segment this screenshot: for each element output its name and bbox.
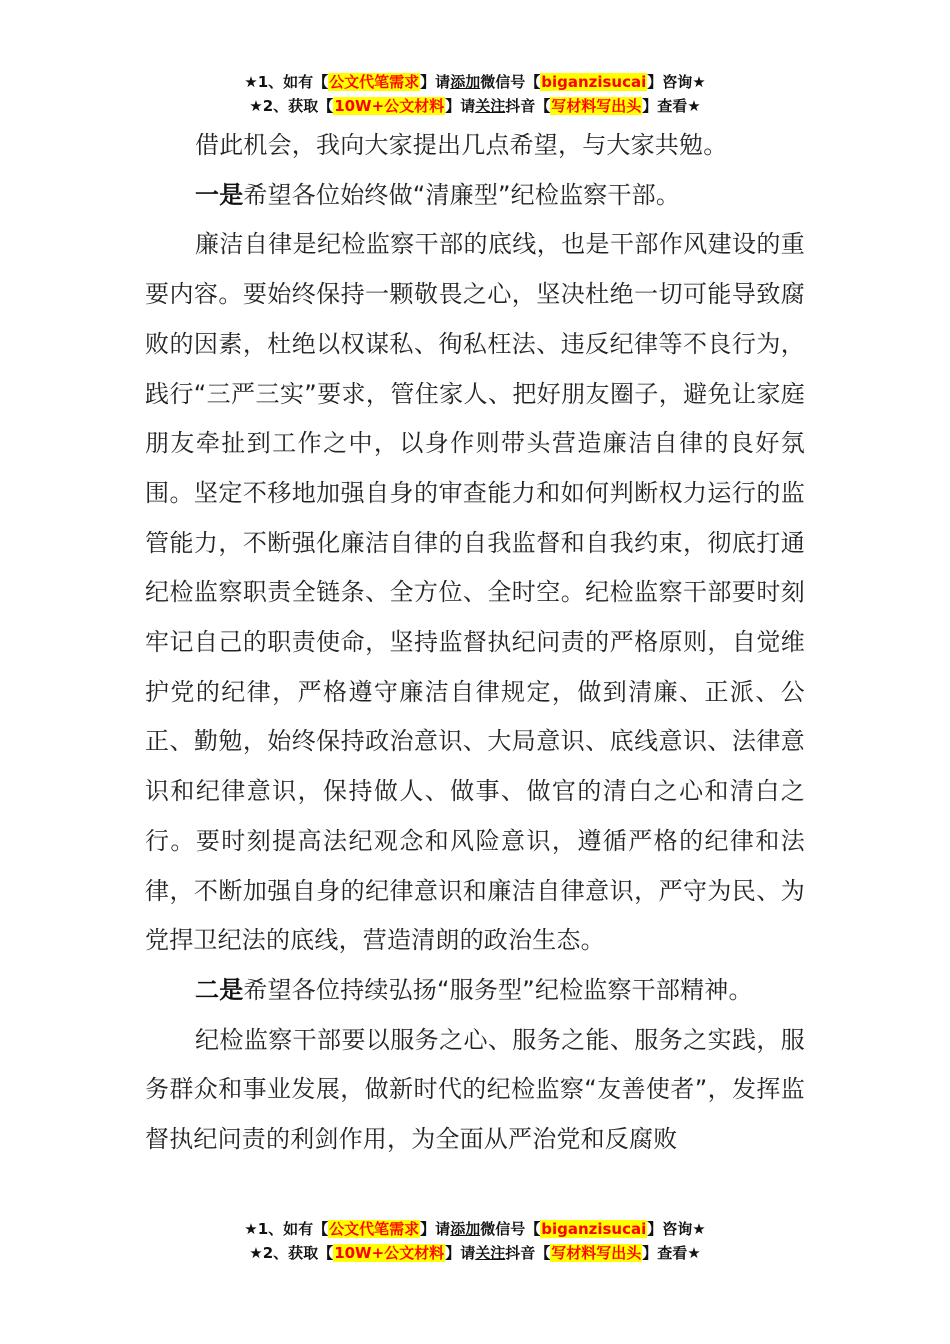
banner-underlined: 关注 [475, 97, 506, 115]
banner-text: 微信号【 [480, 1220, 541, 1238]
document-body [145, 121, 805, 1165]
banner-text: 】请 [445, 97, 476, 115]
banner-line-1 [0, 1217, 950, 1241]
paragraph-body-1: 廉洁自律是纪检监察干部的底线，也是干部作风建设的重要内容。要始终保持一颗敬畏之心，坚决杜绝一切可能导致腐败的因素，杜绝以权谋私、徇私枉法、违反纪律等不良行为，践行“三严三实”要求，管住家人、把好朋友圈子，避免让家庭朋友牵扯到工作之中，以身作则带头营造廉洁自律的良好氛围。坚定不移地加强自身的审查能力和如何判断权力运行的监管能力，不断强化廉洁自律的自我监督和自我约束，彻底打通纪检监察职责全链条、全方位、全时空。纪检监察干部要时刻牢记自己的职责使命，坚持监督执纪问责的严格原则，自觉维护党的纪律，严格遵守廉洁自律规定，做到清廉、正派、公正、勤勉，始终保持政治意识、大局意识、底线意识、法律意识和纪律意识，保持做人、做事、做官的清白之心和清白之行。要时刻提高法纪观念和风险意识，遵循严格的纪律和法律，不断加强自身的纪律意识和廉洁自律意识，严守为民、为党捍卫纪法的底线，营造清朗的政治生态。 [145, 230, 805, 955]
banner-highlight: 写材料写出头 [551, 1244, 642, 1262]
banner-text: ★2、获取【 [249, 97, 334, 115]
banner-text: 】咨询★ [647, 73, 706, 91]
header-banner [0, 70, 950, 118]
banner-text: 】咨询★ [647, 1220, 706, 1238]
paragraph-intro: 借此机会，我向大家提出几点希望，与大家共勉。 [195, 131, 728, 159]
point-text: 希望各位始终做“清廉型”纪检监察干部。 [243, 180, 681, 209]
banner-line-2 [0, 1241, 950, 1265]
banner-text: 】请 [420, 1220, 451, 1238]
banner-highlight: biganzisucai [541, 73, 647, 91]
banner-highlight: 10W+公文材料 [334, 97, 445, 115]
point-lead: 一是 [195, 180, 244, 209]
banner-highlight: 公文代笔需求 [329, 1220, 420, 1238]
point-lead: 二是 [195, 975, 244, 1004]
banner-highlight: biganzisucai [541, 1220, 647, 1238]
banner-underlined: 关注 [475, 1244, 506, 1262]
banner-underlined: 添加 [450, 73, 481, 91]
banner-text: 抖音【 [505, 1244, 551, 1262]
point-text: 希望各位持续弘扬“服务型”纪检监察干部精神。 [243, 975, 753, 1004]
banner-line-1 [0, 70, 950, 94]
banner-text: ★2、获取【 [249, 1244, 334, 1262]
banner-text: ★1、如有【 [244, 73, 329, 91]
banner-highlight: 10W+公文材料 [334, 1244, 445, 1262]
banner-highlight: 公文代笔需求 [329, 73, 420, 91]
banner-underlined: 添加 [450, 1220, 481, 1238]
paragraph-point-1 [145, 171, 805, 221]
banner-text: ★1、如有【 [244, 1220, 329, 1238]
banner-text: 】请 [420, 73, 451, 91]
banner-text: 抖音【 [505, 97, 551, 115]
banner-highlight: 写材料写出头 [551, 97, 642, 115]
banner-text: 】请 [445, 1244, 476, 1262]
banner-text: 】查看★ [642, 97, 701, 115]
banner-line-2 [0, 94, 950, 118]
banner-text: 微信号【 [480, 73, 541, 91]
paragraph-point-2 [145, 966, 805, 1016]
footer-banner [0, 1217, 950, 1265]
banner-text: 】查看★ [642, 1244, 701, 1262]
paragraph-body-2: 纪检监察干部要以服务之心、服务之能、服务之实践，服务群众和事业发展，做新时代的纪检监察“友善使者”，发挥监督执纪问责的利剑作用，为全面从严治党和反腐败 [145, 1025, 805, 1154]
